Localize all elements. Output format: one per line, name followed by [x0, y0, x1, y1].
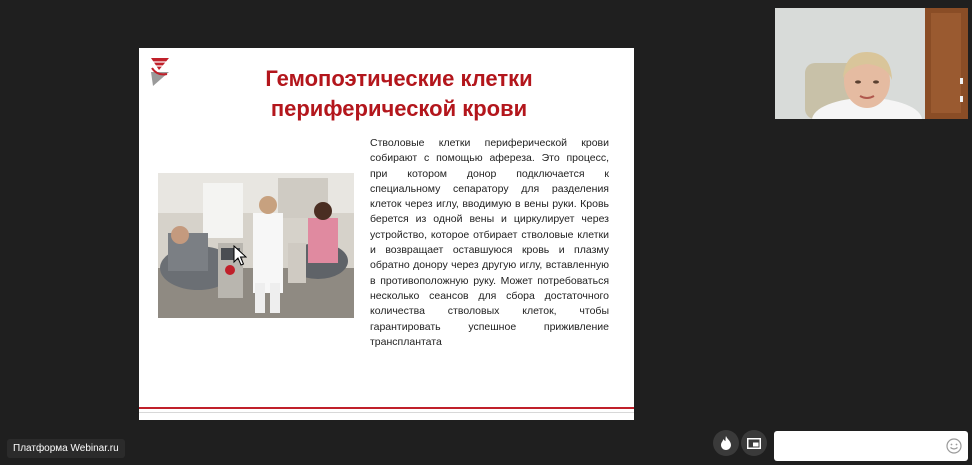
slide-body-text: Стволовые клетки периферической крови собирают с помощью афереза. Это процесс, при котором донор подключается к специальному сепаратору для разделения клеток через иглу, вводимую в вены руки. Кровь берется из одной вены и циркулирует через устройство, которое отбирает стволовые клетки и возвращает оставшуюся кровь и плазму обратно донору через другую иглу, вставленную в противоположную руку. Может потребоваться несколько сеансов для сбора достаточного количества стволовых клеток, чтобы гарантировать успешное приживление трансплантата — [370, 137, 609, 348]
flame-icon — [720, 436, 732, 450]
slide-title — [199, 64, 599, 124]
slide-divider-red — [139, 407, 634, 409]
chat-box[interactable] — [774, 431, 968, 461]
chat-input[interactable] — [780, 436, 940, 456]
presenter-video — [775, 8, 968, 119]
smiley-icon[interactable] — [946, 438, 962, 454]
reaction-button[interactable] — [713, 430, 739, 456]
slide-title-line-1: Гемопоэтические клетки — [265, 66, 533, 91]
logo-icon — [149, 56, 171, 88]
slide-photo — [158, 173, 354, 318]
platform-badge[interactable]: Платформа Webinar.ru — [7, 439, 125, 458]
apheresis-photo-illustration — [158, 173, 354, 318]
slide-title-line-2: периферической крови — [270, 96, 528, 121]
presenter-webcam[interactable] — [775, 8, 968, 119]
presentation-slide — [139, 48, 634, 420]
slide-divider-gray — [139, 412, 634, 413]
picture-in-picture-button[interactable] — [741, 430, 767, 456]
mouse-cursor-icon — [233, 245, 247, 267]
picture-in-picture-icon — [747, 438, 761, 449]
